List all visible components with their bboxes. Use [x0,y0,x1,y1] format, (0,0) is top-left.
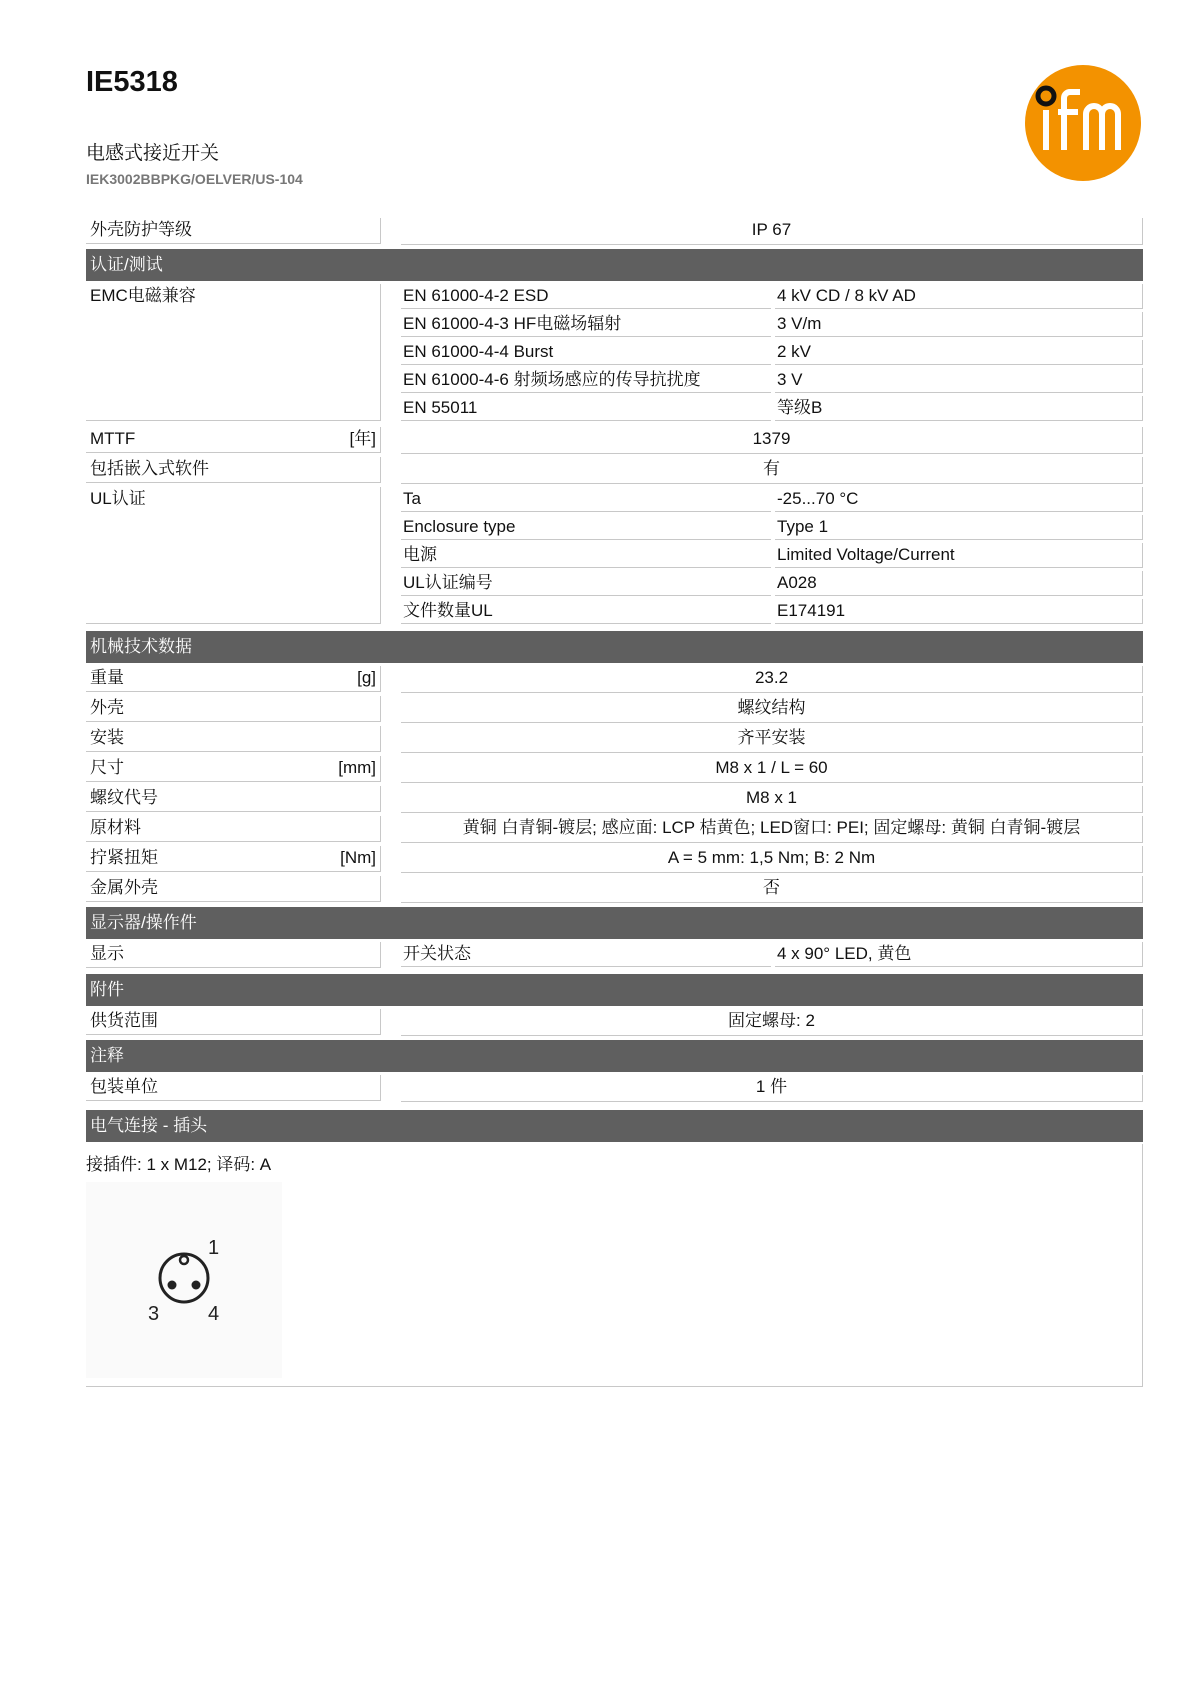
embedded-software-value: 有 [401,457,1143,484]
ul-row [401,543,1143,568]
emc-value: 3 V [775,368,1143,393]
ul-key: Ta [401,487,771,512]
section-approvals: 认证/测试 [86,249,1143,281]
ul-value: -25...70 °C [775,487,1143,512]
emc-label: EMC电磁兼容 [86,284,381,421]
display-label: 显示 [86,942,381,968]
section-electrical-connection: 电气连接 - 插头 [86,1110,1143,1142]
materials-label: 原材料 [86,816,381,842]
metal-housing-value: 否 [401,876,1143,903]
datasheet [86,218,1143,1387]
emc-value: 4 kV CD / 8 kV AD [775,284,1143,309]
ul-table [401,487,1143,627]
housing-value: 螺纹结构 [401,696,1143,723]
materials-value: 黄铜 白青铜-镀层; 感应面: LCP 桔黄色; LED窗口: PEI; 固定螺母: 黄铜 白青铜-镀层 [401,816,1143,843]
emc-row [401,340,1143,365]
emc-key: EN 61000-4-6 射频场感应的传导抗扰度 [401,368,771,393]
row-packing-unit [86,1075,1143,1102]
emc-row [401,284,1143,309]
ul-label: UL认证 [86,487,381,624]
pin-label-4: 4 [208,1303,220,1325]
row-housing-protection [86,218,1143,245]
section-remarks: 注释 [86,1040,1143,1072]
thread-label: 螺纹代号 [86,786,381,812]
ul-value: E174191 [775,599,1143,624]
display-key: 开关状态 [401,942,771,967]
emc-table [401,284,1143,424]
dimensions-unit: [mm] [338,758,376,777]
display-row [401,942,1143,967]
emc-key: EN 61000-4-2 ESD [401,284,771,309]
ul-row [401,487,1143,512]
row-supply-scope [86,1009,1143,1036]
emc-key: EN 61000-4-3 HF电磁场辐射 [401,312,771,337]
torque-label: 拧紧扭矩 [Nm] [86,846,381,872]
connection-box [86,1144,1143,1387]
emc-key: EN 61000-4-4 Burst [401,340,771,365]
torque-value: A = 5 mm: 1,5 Nm; B: 2 Nm [401,846,1143,873]
ul-row [401,571,1143,596]
display-value: 4 x 90° LED, 黄色 [775,942,1143,967]
row-mounting [86,726,1143,753]
weight-value: 23.2 [401,666,1143,693]
row-materials [86,816,1143,843]
product-code: IEK3002BBPKG/OELVER/US-104 [86,171,303,187]
mounting-value: 齐平安装 [401,726,1143,753]
dimensions-value: M8 x 1 / L = 60 [401,756,1143,783]
embedded-software-label: 包括嵌入式软件 [86,457,381,483]
row-thread [86,786,1143,813]
mttf-unit: [年] [349,429,376,448]
emc-row [401,396,1143,421]
row-housing [86,696,1143,723]
ul-key: 电源 [401,543,771,568]
supply-scope-value: 固定螺母: 2 [401,1009,1143,1036]
emc-row [401,312,1143,337]
row-emc [86,284,1143,424]
ifm-logo [1024,64,1142,182]
ul-row [401,515,1143,540]
emc-value: 3 V/m [775,312,1143,337]
row-mttf [86,427,1143,454]
pin-label-3: 3 [148,1303,160,1325]
thread-value: M8 x 1 [401,786,1143,813]
row-dimensions [86,756,1143,783]
ul-value: Type 1 [775,515,1143,540]
ul-key: Enclosure type [401,515,771,540]
ul-row [401,599,1143,624]
pin-label-1: 1 [208,1237,220,1259]
row-display [86,942,1143,970]
row-embedded-software [86,457,1143,484]
housing-protection-value: IP 67 [401,218,1143,245]
display-table [401,942,1143,970]
row-metal-housing [86,876,1143,903]
mounting-label: 安装 [86,726,381,752]
row-torque [86,846,1143,873]
product-title: IE5318 [86,66,178,98]
ul-key: 文件数量UL [401,599,771,624]
metal-housing-label: 金属外壳 [86,876,381,902]
supply-scope-label: 供货范围 [86,1009,381,1035]
product-subtitle: 电感式接近开关 [86,143,220,164]
weight-unit: [g] [357,668,376,687]
weight-label: 重量 [g] [86,666,381,692]
ul-key: UL认证编号 [401,571,771,596]
emc-value: 等级B [775,396,1143,421]
row-weight [86,666,1143,693]
connector-pinout-diagram [86,1182,282,1378]
ul-value: Limited Voltage/Current [775,543,1143,568]
section-display-operation: 显示器/操作件 [86,907,1143,939]
ul-value: A028 [775,571,1143,596]
emc-key: EN 55011 [401,396,771,421]
connection-text: 接插件: 1 x M12; 译码: A [86,1155,272,1174]
packing-unit-value: 1 件 [401,1075,1143,1102]
housing-label: 外壳 [86,696,381,722]
mttf-value: 1379 [401,427,1143,454]
section-mechanical: 机械技术数据 [86,631,1143,663]
dimensions-label: 尺寸 [mm] [86,756,381,782]
housing-protection-label: 外壳防护等级 [86,218,381,244]
mttf-label: MTTF [年] [86,427,381,453]
packing-unit-label: 包装单位 [86,1075,381,1101]
row-ul [86,487,1143,627]
torque-unit: [Nm] [340,848,376,867]
emc-value: 2 kV [775,340,1143,365]
section-accessories: 附件 [86,974,1143,1006]
emc-row [401,368,1143,393]
